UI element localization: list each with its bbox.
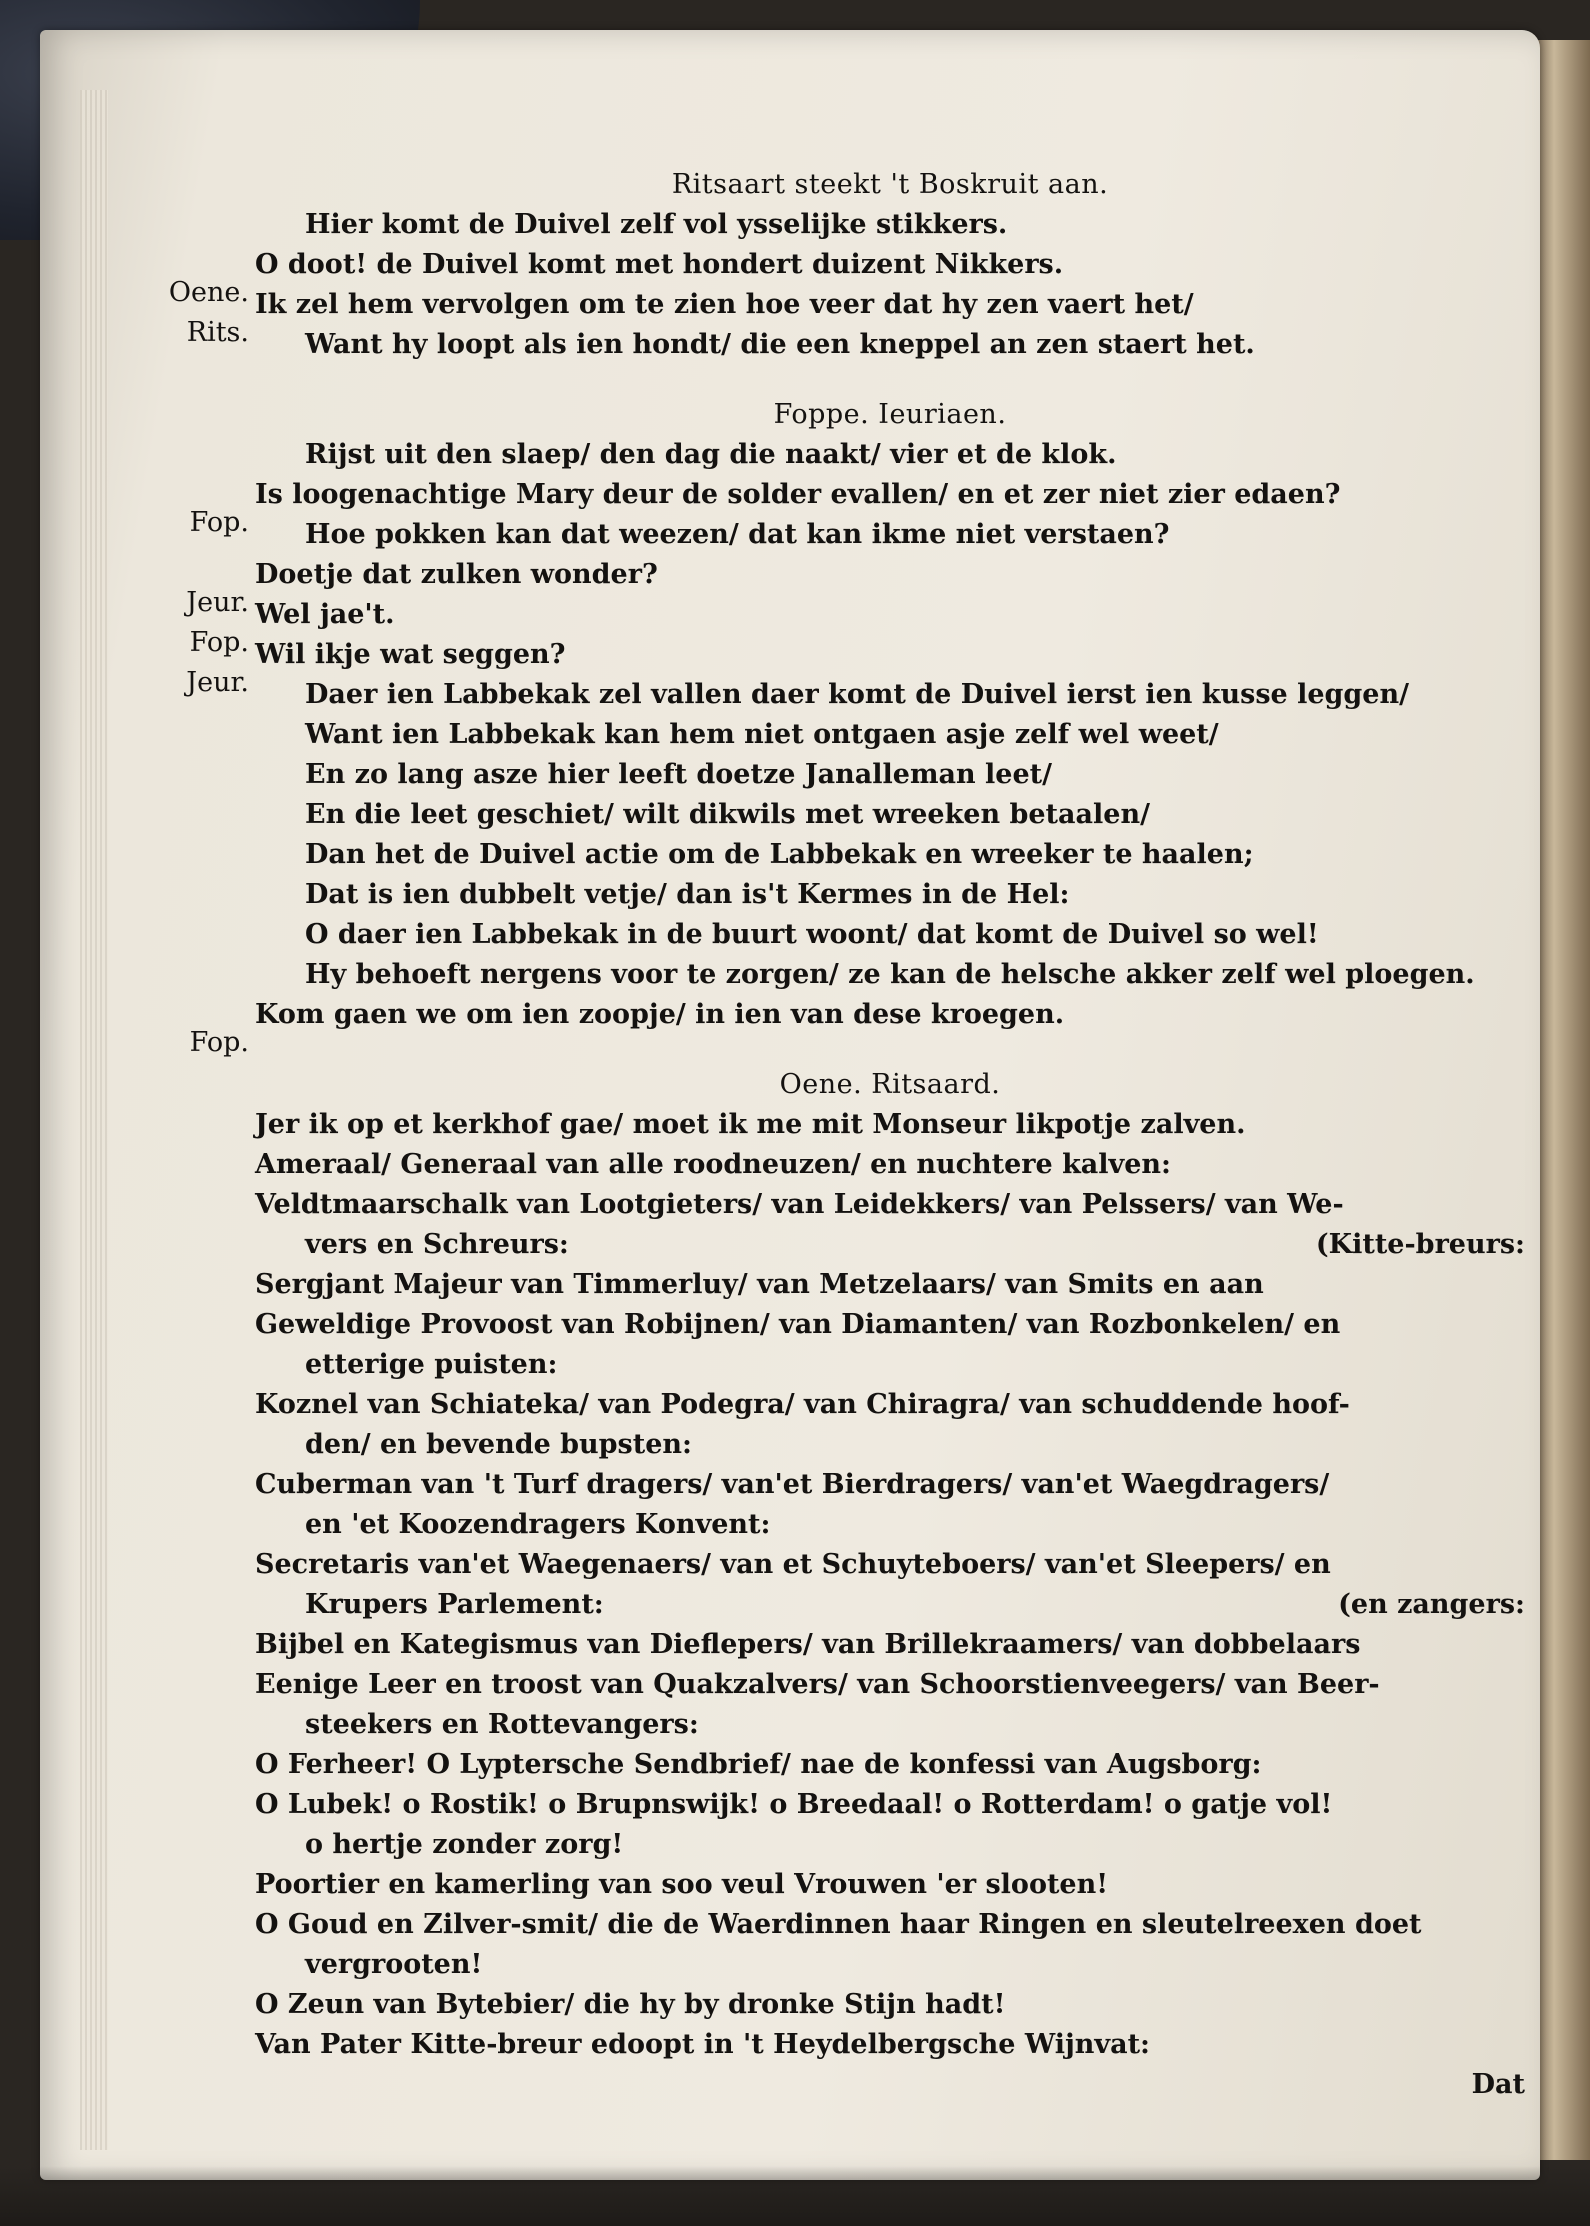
verse-line: En zo lang asze hier leeft doetze Janalleman leet/ bbox=[305, 759, 1052, 790]
verse-line: Rits. Ik zel hem vervolgen om te zien hoe veer dat hy zen vaert het/ bbox=[186, 289, 1194, 348]
page-fore-edge bbox=[80, 90, 108, 2150]
verse-line: O Lubek! o Rostik! o Brupnswijk! o Breedaal! o Rotterdam! o gatje vol! bbox=[255, 1789, 1333, 1820]
verse-line: Jeur. Doetje dat zulken wonder? bbox=[186, 559, 658, 618]
verse-line: Oene. O doot! de Duivel komt met hondert duizent Nikkers. bbox=[168, 249, 1064, 308]
verse-line: Want hy loopt als ien hondt/ die een kneppel an zen staert het. bbox=[305, 329, 1255, 360]
verse-line: En die leet geschiet/ wilt dikwils met wreeken betaalen/ bbox=[305, 799, 1150, 830]
verse-line: Rijst uit den slaep/ den dag die naakt/ vier et de klok. bbox=[305, 439, 1117, 470]
verse-line: en 'et Koozendragers Konvent: bbox=[305, 1509, 771, 1540]
verse-line: Daer ien Labbekak zel vallen daer komt de Duivel ierst ien kusse leggen/ bbox=[305, 679, 1409, 710]
verse-line: Ameraal/ Generaal van alle roodneuzen/ en nuchtere kalven: bbox=[255, 1149, 1172, 1180]
verse-line: Fop. Wel jae't. bbox=[189, 599, 395, 658]
catchword-line bbox=[255, 2065, 1525, 2105]
verse-line: steekers en Rottevangers: bbox=[305, 1709, 699, 1740]
verse-line: O Goud en Zilver-smit/ die de Waerdinnen haar Ringen en sleutelreexen doet bbox=[255, 1909, 1422, 1940]
turnover-note: (Kitte-breurs: bbox=[1315, 1229, 1525, 1260]
verse-line: Van Pater Kitte-breur edoopt in 't Heydelbergsche Wijnvat: bbox=[255, 2029, 1151, 2060]
scene-heading: Oene. Ritsaard. bbox=[779, 1069, 1001, 1100]
bottom-shadow bbox=[0, 2166, 1590, 2226]
verse-line: den/ en bevende bupsten: bbox=[305, 1429, 693, 1460]
verse-line: Dat is ien dubbelt vetje/ dan is't Kermes in de Hel: bbox=[305, 879, 1070, 910]
verse-line: O Zeun van Bytebier/ die hy by dronke Stijn hadt! bbox=[255, 1989, 1006, 2020]
verse-line: Koznel van Schiateka/ van Podegra/ van Chiragra/ van schuddende hoof- bbox=[255, 1389, 1350, 1420]
turnover-note: (en zangers: bbox=[1338, 1589, 1525, 1620]
verse-line: Jeur. Wil ikje wat seggen? bbox=[186, 639, 566, 698]
verse-line: O daer ien Labbekak in de buurt woont/ dat komt de Duivel so wel! bbox=[305, 919, 1319, 950]
catchword: Dat bbox=[1471, 2069, 1525, 2100]
verse-line: Bijbel en Kategismus van Dieflepers/ van Brillekraamers/ van dobbelaars bbox=[255, 1629, 1361, 1660]
verse-line: vergrooten! bbox=[305, 1949, 483, 1980]
page-text bbox=[168, 165, 1525, 2105]
verse-line: Fop. Kom gaen we om ien zoopje/ in ien van dese kroegen. bbox=[189, 999, 1065, 1058]
verse-line: Jer ik op et kerkhof gae/ moet ik me mit Monseur likpotje zalven. bbox=[255, 1109, 1246, 1140]
verse-line: Hier komt de Duivel zelf vol ysselijke stikkers. bbox=[305, 209, 1008, 240]
verse-line: Hoe pokken kan dat weezen/ dat kan ikme niet verstaen? bbox=[305, 519, 1170, 550]
verse-line: O Ferheer! O Lyptersche Sendbrief/ nae de konfessi van Augsborg: bbox=[255, 1749, 1262, 1780]
verse-line: Want ien Labbekak kan hem niet ontgaen asje zelf wel weet/ bbox=[305, 719, 1219, 750]
verse-line: Sergjant Majeur van Timmerluy/ van Metzelaars/ van Smits en aan bbox=[255, 1269, 1264, 1300]
verse-line: etterige puisten: bbox=[305, 1349, 558, 1380]
scene-heading: Foppe. Ieuriaen. bbox=[773, 399, 1007, 430]
verse-line: Secretaris van'et Waegenaers/ van et Schuyteboers/ van'et Sleepers/ en bbox=[255, 1549, 1331, 1580]
verse-line: Krupers Parlement: (en zangers: bbox=[255, 1585, 1525, 1625]
verse-line: Eenige Leer en troost van Quakzalvers/ van Schoorstienveegers/ van Beer- bbox=[255, 1669, 1380, 1700]
verse-line: Fop. Is loogenachtige Mary deur de solder evallen/ en et zer niet zier edaen? bbox=[189, 479, 1341, 538]
verse-line: Cuberman van 't Turf dragers/ van'et Bierdragers/ van'et Waegdragers/ bbox=[255, 1469, 1330, 1500]
verse-line: vers en Schreurs: (Kitte-breurs: bbox=[255, 1225, 1525, 1265]
verse-line: Veldtmaarschalk van Lootgieters/ van Leidekkers/ van Pelssers/ van We- bbox=[255, 1189, 1344, 1220]
verse-line: Dan het de Duivel actie om de Labbekak en wreeker te haalen; bbox=[305, 839, 1254, 870]
verse-line: Geweldige Provoost van Robijnen/ van Diamanten/ van Rozbonkelen/ en bbox=[255, 1309, 1341, 1340]
stage-direction: Ritsaart steekt 't Boskruit aan. bbox=[671, 169, 1109, 200]
verse-line: Hy behoeft nergens voor te zorgen/ ze kan de helsche akker zelf wel ploegen. bbox=[305, 959, 1475, 990]
verse-line: o hertje zonder zorg! bbox=[305, 1829, 624, 1860]
verse-line: Poortier en kamerling van soo veul Vrouwen 'er slooten! bbox=[255, 1869, 1109, 1900]
